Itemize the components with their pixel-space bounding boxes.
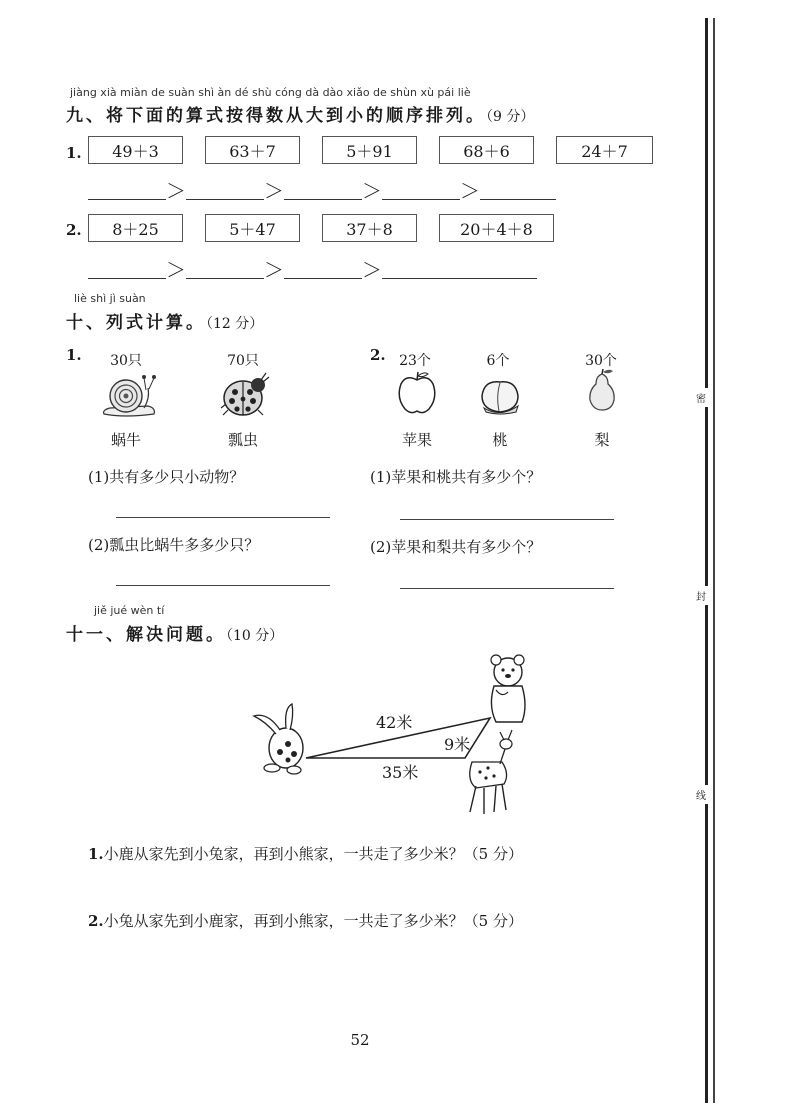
s9-q2-blank-2[interactable] xyxy=(186,278,264,279)
s11-problem-2 xyxy=(88,910,523,931)
peach-icon xyxy=(478,372,522,416)
section11-heading xyxy=(66,620,283,645)
s10-p1-number: 1. xyxy=(66,346,82,364)
s9-q1-gt-3: ＞ xyxy=(362,179,382,203)
s10-p1-question-2: (2)瓢虫比蜗牛多多少只？ xyxy=(88,536,260,554)
s9-q1-box-2: 63＋7 xyxy=(205,136,300,164)
s9-q2-blank-1[interactable] xyxy=(88,278,166,279)
section11-pinyin: jiě jué wèn tí xyxy=(94,604,165,617)
section10-title: 十、列式计算。 xyxy=(66,313,206,333)
s11-problem-1-number: 1. xyxy=(88,845,104,863)
apple-icon xyxy=(396,370,438,416)
section10-points: （12 分） xyxy=(206,316,264,332)
s9-q2-box-3: 37＋8 xyxy=(322,214,417,242)
s9-q1-box-5: 24＋7 xyxy=(556,136,653,164)
s9-q1-blank-3[interactable] xyxy=(284,199,362,200)
s10-p2-answer-line-1[interactable] xyxy=(400,519,614,520)
s11-problem-2-number: 2. xyxy=(88,912,104,930)
s10-p1-answer-line-2[interactable] xyxy=(116,585,330,586)
s11-problem-1-text: 小鹿从家先到小兔家，再到小熊家，一共走了多少米？（5 分） xyxy=(103,845,523,863)
snail-icon xyxy=(100,368,158,420)
s10-p2-question-2: (2)苹果和梨共有多少个？ xyxy=(370,538,542,556)
s9-q2-blank-4[interactable] xyxy=(382,278,537,279)
binding-label-line: 线 xyxy=(694,785,708,804)
s10-p1-question-1: (1)共有多少只小动物？ xyxy=(88,468,245,486)
s9-q2-box-4: 20＋4＋8 xyxy=(439,214,554,242)
s9-q2-box-1: 8＋25 xyxy=(88,214,183,242)
s9-q1-number: 1. xyxy=(66,144,82,162)
s10-p2-number: 2. xyxy=(370,346,386,364)
section10-heading xyxy=(66,308,263,333)
s10-p1-count-ladybug: 70只 xyxy=(227,353,259,369)
page-number: 52 xyxy=(350,1031,370,1049)
s10-p2-count-pear: 30个 xyxy=(585,353,617,369)
s10-p1-count-snail: 30只 xyxy=(110,353,142,369)
s9-q2-gt-2: ＞ xyxy=(264,258,284,282)
s9-q1-blank-5[interactable] xyxy=(480,199,556,200)
binding-rail-thick xyxy=(705,18,708,1103)
section9-pinyin: jiàng xià miàn de suàn shì àn dé shù cóng dà dào xiǎo de shùn xù pái liè xyxy=(70,86,471,99)
s9-q1-blank-1[interactable] xyxy=(88,199,166,200)
deer-icon xyxy=(470,730,512,814)
s9-q1-box-1: 49＋3 xyxy=(88,136,183,164)
s9-q2-number: 2. xyxy=(66,221,82,239)
s10-p2-count-peach: 6个 xyxy=(486,353,510,369)
section11-points: （10 分） xyxy=(226,628,284,644)
s11-problem-2-text: 小兔从家先到小鹿家，再到小熊家，一共走了多少米？（5 分） xyxy=(103,912,523,930)
section9-heading xyxy=(66,101,534,126)
s10-p2-question-1: (1)苹果和桃共有多少个？ xyxy=(370,468,542,486)
pear-icon xyxy=(585,368,619,412)
s9-q1-box-4: 68＋6 xyxy=(439,136,534,164)
binding-label-seal: 密 xyxy=(694,388,708,407)
ladybug-icon xyxy=(218,370,270,420)
s10-p1-answer-line-1[interactable] xyxy=(116,517,330,518)
label-42m: 42米 xyxy=(376,713,413,732)
s9-q1-gt-1: ＞ xyxy=(166,179,186,203)
s9-q1-box-3: 5＋91 xyxy=(322,136,417,164)
rabbit-icon xyxy=(254,704,303,774)
bear-icon xyxy=(491,655,525,722)
distance-diagram xyxy=(240,650,530,830)
section10-pinyin: liè shì jì suàn xyxy=(74,292,146,305)
label-35m: 35米 xyxy=(382,763,419,782)
s11-problem-1 xyxy=(88,843,523,864)
s10-p1-label-snail: 蜗牛 xyxy=(110,431,141,449)
binding-label-close: 封 xyxy=(694,586,708,605)
s10-p2-answer-line-2[interactable] xyxy=(400,588,614,589)
s9-q2-box-2: 5＋47 xyxy=(205,214,300,242)
section9-title: 九、将下面的算式按得数从大到小的顺序排列。 xyxy=(66,106,486,126)
binding-rail-thin xyxy=(713,18,715,1103)
s9-q2-gt-3: ＞ xyxy=(362,258,382,282)
section9-points: （9 分） xyxy=(486,109,535,125)
s9-q1-blank-2[interactable] xyxy=(186,199,264,200)
s9-q1-gt-2: ＞ xyxy=(264,179,284,203)
s10-p2-count-apple: 23个 xyxy=(399,353,431,369)
label-9m: 9米 xyxy=(444,735,471,754)
s9-q1-blank-4[interactable] xyxy=(382,199,460,200)
s10-p2-label-peach: 桃 xyxy=(492,431,508,449)
s9-q2-gt-1: ＞ xyxy=(166,258,186,282)
s10-p2-label-apple: 苹果 xyxy=(401,431,432,449)
s10-p2-label-pear: 梨 xyxy=(594,431,610,449)
s9-q1-gt-4: ＞ xyxy=(460,179,480,203)
section11-title: 十一、解决问题。 xyxy=(66,625,226,645)
s9-q2-blank-3[interactable] xyxy=(284,278,362,279)
s10-p1-label-ladybug: 瓢虫 xyxy=(227,431,258,449)
